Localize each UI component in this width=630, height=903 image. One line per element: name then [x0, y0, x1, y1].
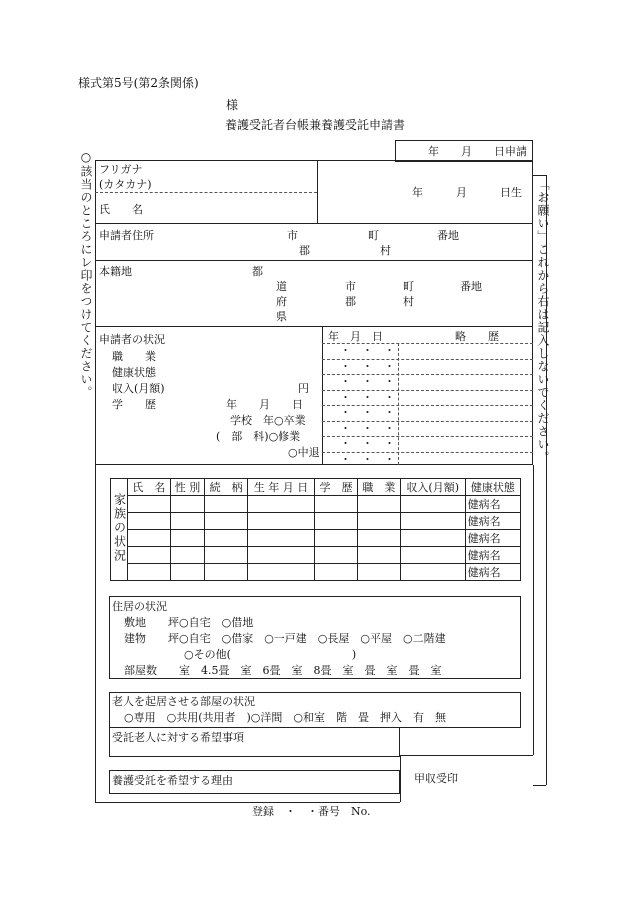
housing-land[interactable]: 敷地 坪○自宅 ○借地 — [124, 616, 254, 629]
family-cell[interactable] — [357, 530, 400, 547]
honseki-label: 本籍地 — [99, 265, 132, 278]
address-city: 市 — [287, 229, 298, 242]
applicant-section — [95, 160, 533, 465]
family-header-cell: 学 歴 — [315, 479, 358, 496]
family-cell[interactable] — [315, 513, 358, 530]
family-row — [111, 564, 521, 581]
family-cell[interactable] — [128, 547, 171, 564]
honseki-banchi: 番地 — [460, 280, 482, 293]
family-health-cell[interactable]: 健病名 — [465, 530, 520, 547]
family-row — [111, 530, 521, 547]
housing-rooms: 部屋数 室 4.5畳 室 6畳 室 8畳 室 畳 室 畳 室 — [124, 664, 442, 677]
katakana-label: (カタカナ) — [99, 178, 152, 191]
address-label: 申請者住所 — [99, 229, 154, 242]
name-label: 氏 名 — [99, 203, 143, 216]
education-date: 年 月 日 — [226, 398, 303, 411]
family-header-cell: 氏 名 — [128, 479, 171, 496]
family-cell[interactable] — [205, 496, 248, 513]
family-cell[interactable] — [248, 530, 315, 547]
family-header-cell: 健康状態 — [465, 479, 520, 496]
elder-room-label: 老人を起居させる部屋の状況 — [112, 695, 255, 708]
registration-number: 登録 ・ ・番号 No. — [252, 805, 371, 818]
history-date-header: 年 月 日 — [328, 330, 383, 343]
reason-label: 養護受託を希望する理由 — [112, 774, 233, 787]
address-town: 町 — [368, 229, 379, 242]
history-row-date[interactable]: ・ ・ ・ — [340, 406, 395, 419]
family-cell[interactable] — [315, 496, 358, 513]
education-dropout: ○中退 — [288, 446, 320, 459]
family-cell[interactable] — [248, 547, 315, 564]
family-cell[interactable] — [170, 547, 204, 564]
education-dept: ( 部 科)○修業 — [216, 430, 301, 443]
family-row — [111, 513, 521, 530]
birth-date-label[interactable]: 年 月 日生 — [412, 186, 522, 199]
elder-room-options[interactable]: ○専用 ○共用(共用者 )○洋間 ○和室 階 畳 押入 有 無 — [124, 711, 446, 724]
receipt-stamp-label: 甲収受印 — [414, 772, 458, 785]
family-cell[interactable] — [357, 513, 400, 530]
application-date[interactable]: 年 月 日申請 — [428, 145, 527, 158]
history-row-date[interactable]: ・ ・ ・ — [340, 421, 395, 435]
family-header-cell: 続 柄 — [205, 479, 248, 496]
education-label: 学 歴 — [112, 398, 156, 411]
form-title: 養護受託者台帳兼養護受託申請書 — [225, 118, 406, 132]
family-health-cell[interactable]: 健病名 — [465, 513, 520, 530]
family-status-label: 家族の状況 — [112, 493, 127, 563]
income-label: 収入(月額) — [112, 382, 165, 395]
family-row — [111, 547, 521, 564]
family-cell[interactable] — [357, 496, 400, 513]
family-cell[interactable] — [400, 530, 465, 547]
family-cell[interactable] — [400, 496, 465, 513]
family-cell[interactable] — [128, 564, 171, 581]
housing-other[interactable]: ○その他( ) — [184, 648, 357, 661]
housing-label: 住居の状況 — [112, 600, 167, 613]
family-cell[interactable] — [128, 513, 171, 530]
family-cell[interactable] — [315, 547, 358, 564]
health-label: 健康状態 — [112, 366, 156, 379]
family-cell[interactable] — [128, 496, 171, 513]
history-row-date[interactable]: ・ ・ ・ — [340, 452, 395, 466]
family-table — [110, 478, 521, 581]
housing-building[interactable]: 建物 坪○自宅 ○借家 ○一戸建 ○長屋 ○平屋 ○二階建 — [124, 632, 446, 645]
honseki-village: 村 — [403, 295, 414, 308]
family-cell[interactable] — [170, 530, 204, 547]
honseki-ken: 県 — [276, 310, 287, 323]
family-cell[interactable] — [248, 496, 315, 513]
furigana-label: フリガナ — [99, 163, 143, 176]
family-cell[interactable] — [400, 564, 465, 581]
honseki-to: 都 — [252, 265, 263, 278]
family-cell[interactable] — [170, 496, 204, 513]
family-cell[interactable] — [248, 564, 315, 581]
family-cell[interactable] — [205, 564, 248, 581]
form-number: 様式第5号(第2条関係) — [78, 76, 199, 90]
history-row-date[interactable]: ・ ・ ・ — [340, 359, 395, 373]
family-cell[interactable] — [170, 513, 204, 530]
family-header-cell: 収入(月額) — [400, 479, 465, 496]
addressee-label: 様 — [226, 98, 239, 112]
applicant-status-label: 申請者の状況 — [99, 333, 165, 346]
address-banchi: 番地 — [437, 229, 459, 242]
left-instruction-note: ○該当のところにレ印をつけてください。 — [79, 150, 93, 399]
right-instruction-note: 「お願い」これから右は記入しないでください。 — [536, 178, 550, 464]
honseki-fu: 府 — [276, 295, 287, 308]
honseki-county: 郡 — [345, 295, 356, 308]
family-health-cell[interactable]: 健病名 — [465, 496, 520, 513]
family-cell[interactable] — [128, 530, 171, 547]
family-cell[interactable] — [205, 513, 248, 530]
history-header: 略 歴 — [455, 330, 499, 343]
honseki-city: 市 — [345, 280, 356, 293]
honseki-town: 町 — [403, 280, 414, 293]
occupation-label: 職 業 — [112, 350, 156, 363]
family-header-cell: 性 別 — [170, 479, 204, 496]
family-health-cell[interactable]: 健病名 — [465, 547, 520, 564]
family-cell[interactable] — [357, 564, 400, 581]
history-row-date[interactable]: ・ ・ ・ — [340, 390, 395, 404]
family-header-cell: 職 業 — [357, 479, 400, 496]
history-row-date[interactable]: ・ ・ ・ — [340, 437, 395, 450]
family-health-cell[interactable]: 健病名 — [465, 564, 520, 581]
family-cell[interactable] — [357, 547, 400, 564]
education-school: 学校 年○卒業 — [230, 414, 306, 427]
family-cell[interactable] — [205, 530, 248, 547]
family-cell[interactable] — [205, 547, 248, 564]
history-row-date[interactable]: ・ ・ ・ — [340, 375, 395, 388]
wishes-label: 受託老人に対する希望事項 — [112, 731, 244, 744]
family-cell[interactable] — [400, 547, 465, 564]
history-row-date[interactable]: ・ ・ ・ — [340, 344, 395, 357]
family-header-cell: 生 年 月 日 — [248, 479, 315, 496]
family-row — [111, 496, 521, 513]
family-cell[interactable] — [170, 564, 204, 581]
family-cell[interactable] — [315, 564, 358, 581]
family-cell[interactable] — [248, 513, 315, 530]
honseki-do: 道 — [276, 280, 287, 293]
address-village: 村 — [380, 244, 391, 257]
address-county: 郡 — [299, 244, 310, 257]
family-cell[interactable] — [315, 530, 358, 547]
income-yen: 円 — [298, 382, 309, 395]
family-cell[interactable] — [400, 513, 465, 530]
